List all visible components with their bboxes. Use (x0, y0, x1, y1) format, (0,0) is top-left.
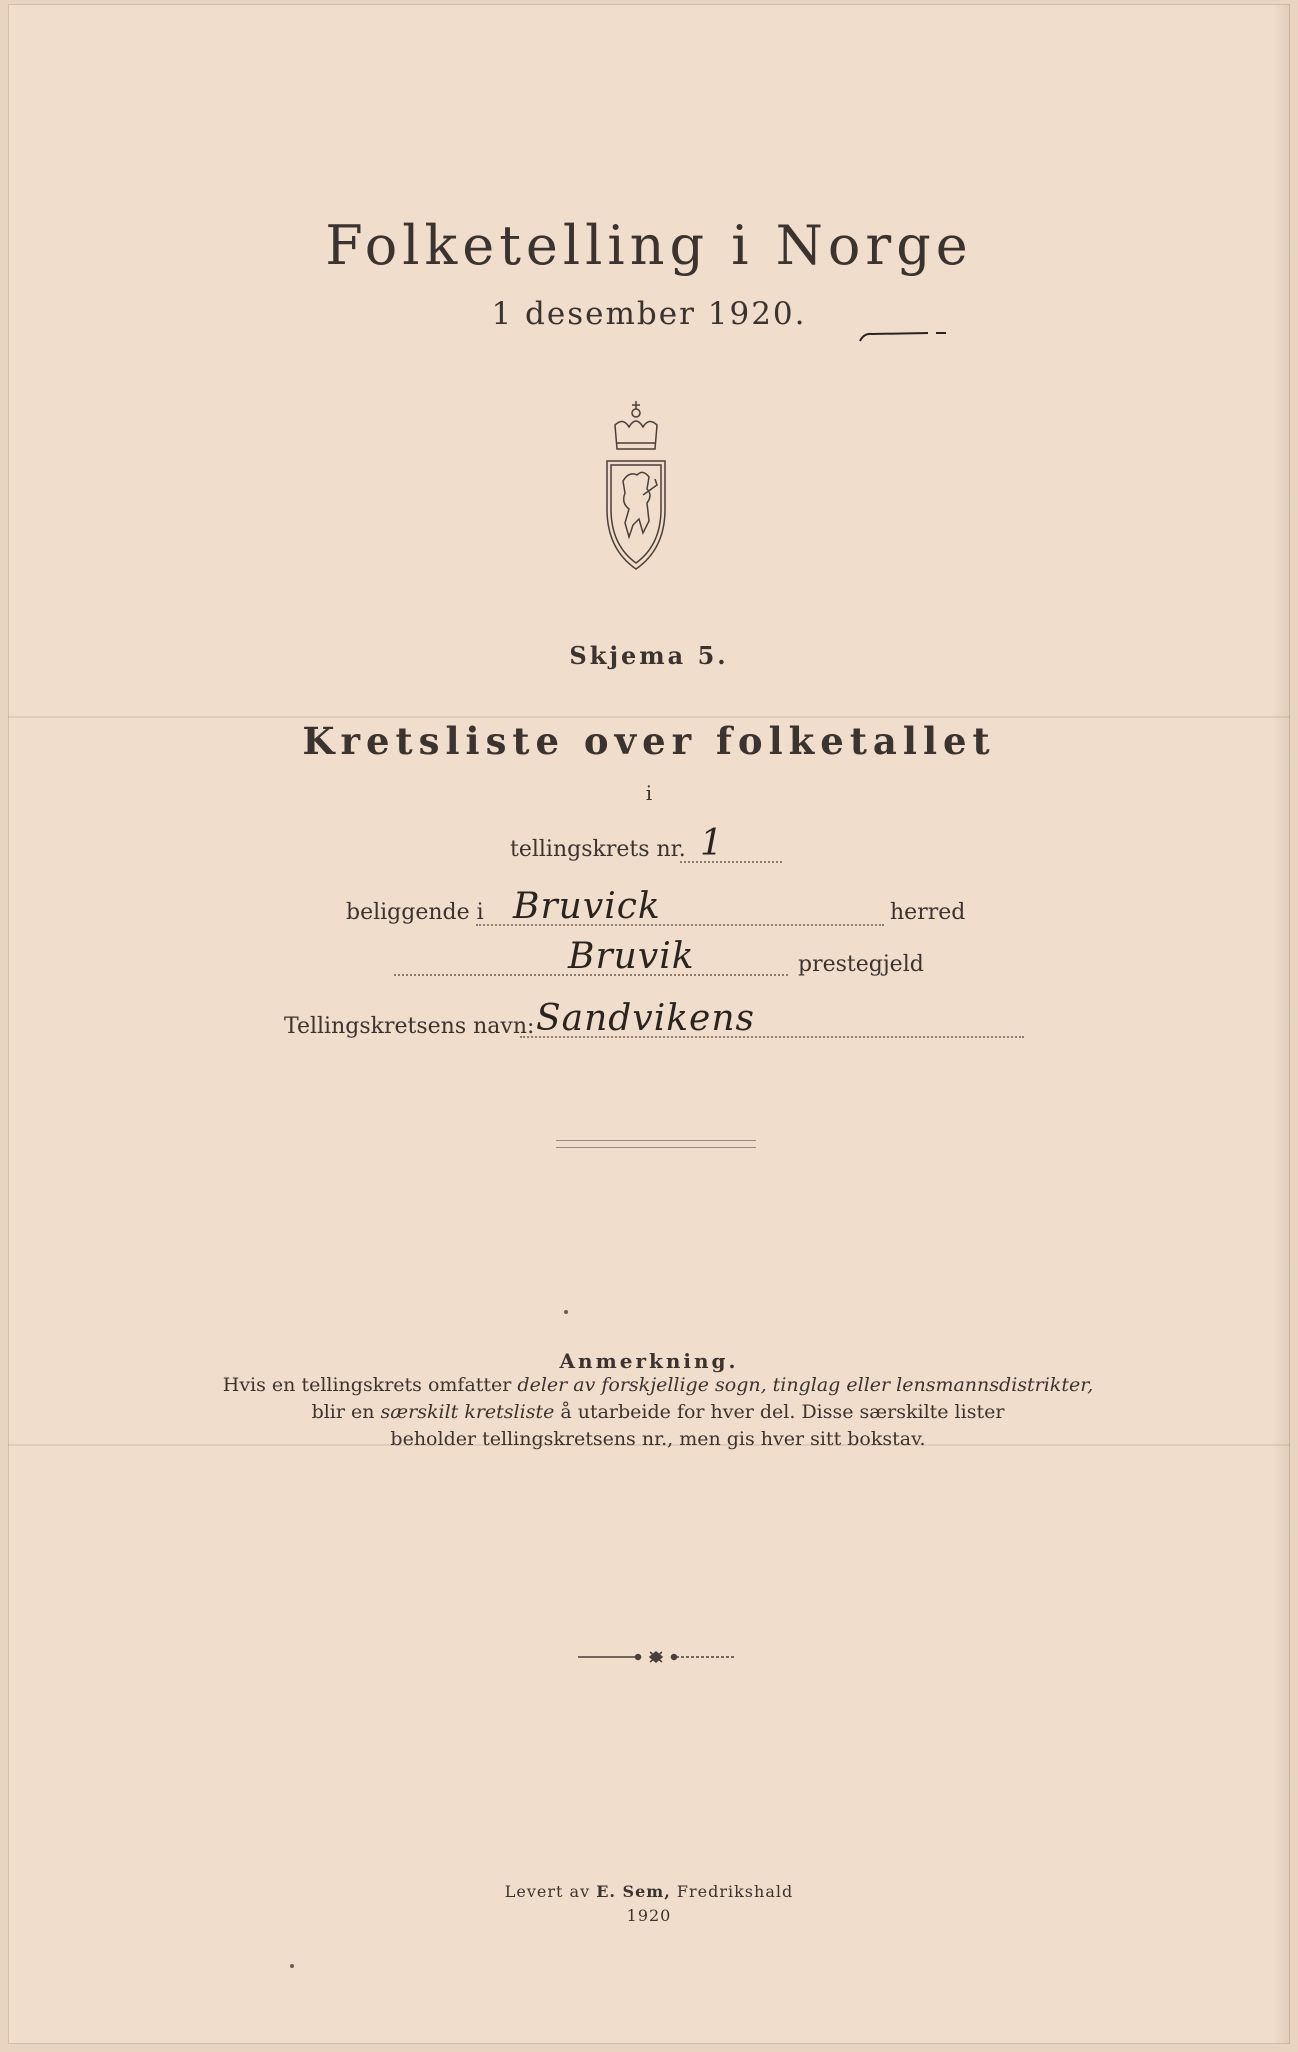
beliggende-label: beliggende i (346, 900, 484, 925)
kretsnavn-label: Tellingskretsens navn: (284, 1014, 535, 1039)
section-divider (556, 1140, 756, 1148)
herred-row (8, 886, 1290, 934)
ink-speck (564, 1310, 568, 1314)
form-preposition: i (645, 781, 653, 805)
page-title: Folketelling i Norge (325, 214, 973, 277)
kretsnavn-value[interactable]: Sandvikens (536, 998, 755, 1039)
prestegjeld-label: prestegjeld (798, 952, 924, 977)
note-line-1: Hvis en tellingskrets omfatter deler av forskjellige sogn, tinglag eller lensmannsdistrikter, (222, 1374, 1094, 1396)
fold-line-upper (8, 716, 1290, 718)
tellingskrets-number-value[interactable]: 1 (700, 823, 724, 864)
coat-of-arms-icon (603, 399, 669, 571)
form-number: Skjema 5. (569, 641, 729, 670)
form-heading: Kretsliste over folketallet (302, 719, 996, 763)
herred-value[interactable]: Bruvick (513, 886, 661, 927)
note-line-3: beholder tellingskretsens nr., men gis hver sitt bokstav. (390, 1428, 926, 1450)
printer-year: 1920 (626, 1906, 672, 1925)
tellingskrets-label: tellingskrets nr. (510, 837, 686, 862)
note-line-2: blir en særskilt kretsliste å utarbeide for hver del. Disse særskilte lister (311, 1401, 1005, 1423)
handwritten-dash-mark (858, 329, 948, 343)
prestegjeld-row (8, 936, 1290, 992)
prestegjeld-value[interactable]: Bruvik (568, 936, 695, 977)
kretsnavn-row (8, 998, 1290, 1050)
census-form-page (8, 4, 1290, 2044)
printer-credit: Levert av E. Sem, Fredrikshald (504, 1882, 794, 1901)
ink-speck-lower (290, 1964, 294, 1968)
tellingskrets-dotted-line (680, 861, 782, 863)
ornament-divider-icon (576, 1650, 736, 1664)
tellingskrets-row (8, 823, 1290, 869)
note-title: Anmerkning. (559, 1349, 739, 1373)
herred-label: herred (890, 900, 966, 925)
note-text (208, 1372, 1108, 1453)
census-date: 1 desember 1920. (491, 296, 807, 332)
